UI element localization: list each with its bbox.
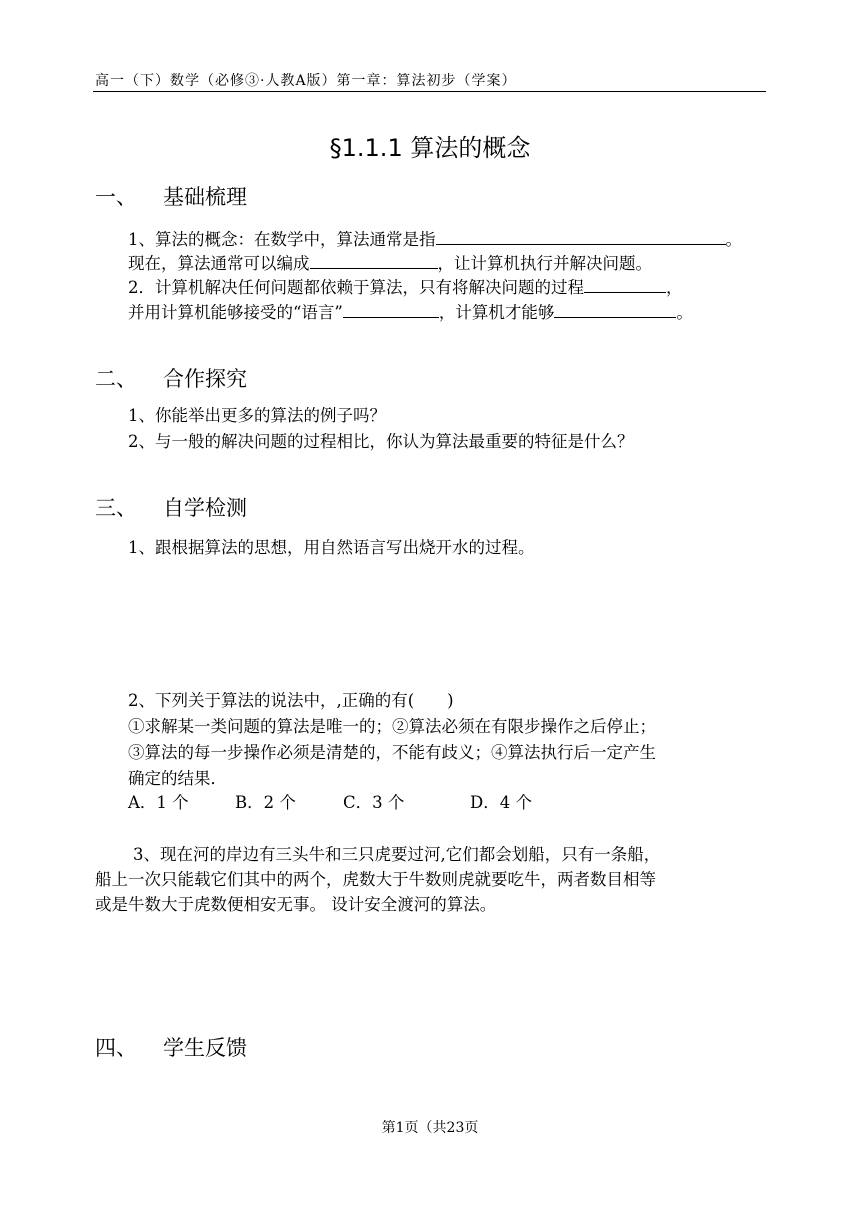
text: ，让计算机执行并解决问题。 bbox=[437, 254, 652, 273]
coop-question-2: 2、与一般的解决问题的过程相比，你认为算法最重要的特征是什么？ bbox=[128, 432, 634, 451]
section-title: 基础梳理 bbox=[163, 185, 247, 209]
header-rule bbox=[93, 91, 766, 92]
page-header: 高一（下）数学（必修③·人教A版）第一章：算法初步（学案） bbox=[95, 73, 517, 89]
section-heading-3 bbox=[95, 492, 247, 522]
text: 2．计算机解决任何问题都依赖于算法，只有将解决问题的过程 bbox=[128, 278, 584, 297]
section-title: 合作探究 bbox=[163, 367, 247, 391]
basics-line-4 bbox=[128, 299, 693, 323]
option-b: B．2 个 bbox=[235, 793, 296, 812]
page-footer: 第1页（共23页 bbox=[381, 1120, 479, 1136]
text: 。 bbox=[725, 230, 742, 249]
fill-blank[interactable] bbox=[436, 230, 726, 245]
option-c: C．3 个 bbox=[343, 793, 405, 812]
selftest-q3-line-3: 或是牛数大于虎数便相安无事。 设计安全渡河的算法。 bbox=[95, 895, 497, 914]
selftest-q2-line-3: 确定的结果． bbox=[128, 769, 227, 788]
section-heading-4 bbox=[95, 1032, 247, 1062]
section-title: 自学检测 bbox=[163, 496, 247, 520]
section-number: 三、 bbox=[95, 496, 137, 520]
text: 。 bbox=[676, 303, 693, 322]
section-heading-1 bbox=[95, 181, 247, 211]
fill-blank[interactable] bbox=[310, 254, 438, 269]
section-number: 四、 bbox=[95, 1036, 137, 1060]
selftest-question-2: 2、下列关于算法的说法中，,正确的有( ) bbox=[128, 691, 454, 710]
fill-blank[interactable] bbox=[554, 303, 676, 318]
selftest-question-1: 1、跟根据算法的思想，用自然语言写出烧开水的过程。 bbox=[128, 538, 535, 557]
text: 现在，算法通常可以编成 bbox=[128, 254, 310, 273]
text: ，计算机才能够 bbox=[438, 303, 555, 322]
coop-question-1: 1、你能举出更多的算法的例子吗？ bbox=[128, 406, 386, 425]
page-title: §1.1.1 算法的概念 bbox=[329, 134, 531, 162]
selftest-q3-line-1: 3、现在河的岸边有三头牛和三只虎要过河,它们都会划船，只有一条船， bbox=[133, 845, 661, 864]
text: 并用计算机能够接受的“语言” bbox=[128, 303, 343, 322]
option-a: A．1 个 bbox=[128, 793, 189, 812]
section-heading-2 bbox=[95, 363, 247, 393]
text: ， bbox=[666, 278, 683, 297]
selftest-q3-line-2: 船上一次只能载它们其中的两个，虎数大于牛数则虎就要吃牛，两者数目相等 bbox=[95, 870, 656, 889]
fill-blank[interactable] bbox=[343, 303, 439, 318]
basics-line-2 bbox=[128, 250, 652, 274]
basics-line-3 bbox=[128, 274, 683, 298]
selftest-q2-line-1: ①求解某一类问题的算法是唯一的；②算法必须在有限步操作之后停止； bbox=[128, 717, 656, 736]
section-title: 学生反馈 bbox=[163, 1036, 247, 1060]
section-number: 二、 bbox=[95, 367, 137, 391]
text: 1、算法的概念：在数学中，算法通常是指 bbox=[128, 230, 436, 249]
option-d: D．4 个 bbox=[470, 793, 532, 812]
fill-blank[interactable] bbox=[584, 278, 666, 293]
selftest-q2-line-2: ③算法的每一步操作必须是清楚的，不能有歧义；④算法执行后一定产生 bbox=[128, 743, 656, 762]
section-number: 一、 bbox=[95, 185, 137, 209]
basics-line-1 bbox=[128, 226, 742, 250]
